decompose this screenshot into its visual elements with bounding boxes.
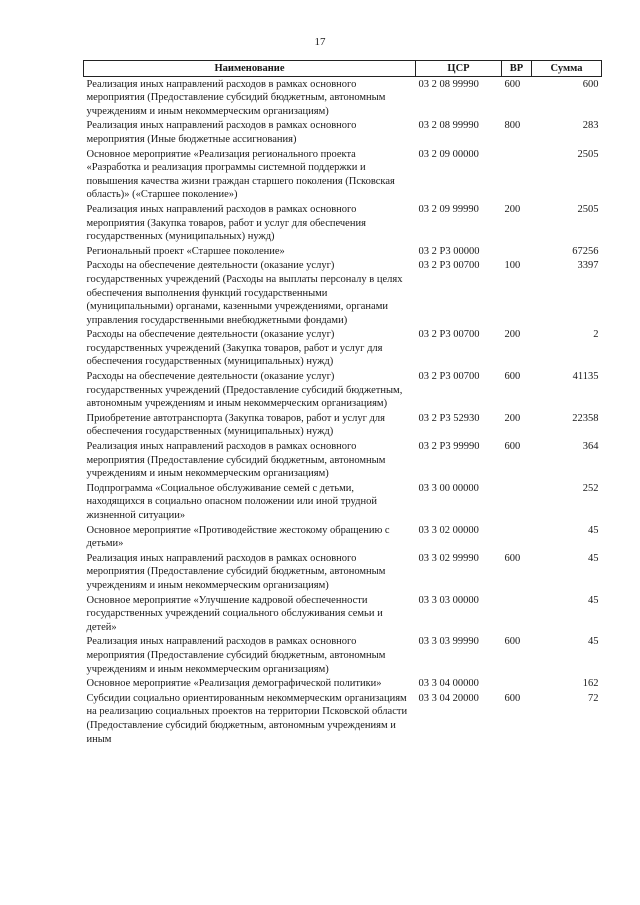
- cell-name: Основное мероприятие «Противодействие жестокому обращению с детьми»: [86, 524, 390, 550]
- table-row: [84, 481, 602, 523]
- cell-sum: 364: [582, 441, 599, 453]
- cell-name: Реализация иных направлений расходов в рамках основного мероприятия (Предоставление субсидий бюджетным, автономным учреждениям и иным некоммерческим организациям): [86, 552, 386, 591]
- cell-sum: 2: [593, 329, 599, 341]
- cell-name: Реализация иных направлений расходов в рамках основного мероприятия (Предоставление субсидий бюджетным, автономным учреждениям и иным некоммерческим организациям): [86, 636, 386, 675]
- table-row: [84, 258, 602, 327]
- cell-csr: 03 2 09 00000: [418, 148, 479, 160]
- cell-csr: 03 2 P3 00000: [418, 245, 480, 257]
- table-row: [84, 76, 602, 118]
- table-row: [84, 523, 602, 551]
- cell-name: Основное мероприятие «Реализация демографической политики»: [86, 678, 382, 690]
- budget-table: [83, 60, 602, 746]
- header-sum: Сумма: [532, 61, 602, 77]
- cell-name: Расходы на обеспечение деятельности (оказание услуг) государственных учреждений (Закупка товаров, работ и услуг для обеспечения государственных (муниципальных) нужд): [86, 329, 383, 368]
- cell-csr: 03 3 03 99990: [418, 636, 479, 648]
- cell-csr: 03 3 03 00000: [418, 594, 479, 606]
- cell-name: Реализация иных направлений расходов в рамках основного мероприятия (Закупка товаров, работ и услуг для обеспечения государственных (муниципальных) нужд): [86, 203, 366, 243]
- cell-csr: 03 3 02 99990: [418, 552, 479, 564]
- cell-csr: 03 2 P3 99990: [418, 441, 480, 453]
- cell-vr: 600: [504, 441, 521, 453]
- cell-name: Подпрограмма «Социальное обслуживание семей с детьми, находящихся в социально опасном положении или иной трудной жизненной ситуации»: [86, 482, 377, 521]
- cell-csr: 03 2 08 99990: [418, 78, 479, 90]
- cell-csr: 03 2 09 99990: [418, 203, 479, 215]
- table-row: [84, 676, 602, 691]
- cell-vr: 600: [504, 78, 521, 90]
- cell-sum: 22358: [572, 412, 599, 424]
- cell-sum: 45: [588, 552, 599, 564]
- cell-sum: 3397: [577, 260, 599, 272]
- cell-sum: 600: [582, 78, 599, 90]
- cell-sum: 2505: [577, 203, 599, 215]
- table-row: [84, 244, 602, 259]
- table-row: [84, 593, 602, 635]
- cell-sum: 252: [582, 482, 599, 494]
- cell-sum: 45: [588, 636, 599, 648]
- table-row: [84, 118, 602, 146]
- cell-vr: [502, 593, 532, 635]
- table-row: [84, 411, 602, 439]
- cell-vr: 600: [504, 692, 521, 704]
- table-row: [84, 369, 602, 411]
- cell-name: Реализация иных направлений расходов в рамках основного мероприятия (Предоставление субсидий бюджетным, автономным учреждениям и иным некоммерческим организациям): [86, 441, 386, 480]
- table-row: [84, 202, 602, 244]
- cell-csr: 03 2 P3 52930: [418, 412, 480, 424]
- cell-vr: [502, 147, 532, 202]
- table-row: [84, 634, 602, 676]
- table-row: [84, 439, 602, 481]
- cell-vr: [502, 481, 532, 523]
- cell-name: Реализация иных направлений расходов в рамках основного мероприятия (Иные бюджетные ассигнования): [86, 120, 357, 145]
- cell-sum: 283: [582, 120, 599, 132]
- table-row: [84, 551, 602, 593]
- table-row: [84, 691, 602, 746]
- cell-sum: 72: [588, 692, 599, 704]
- header-name: Наименование: [84, 61, 416, 77]
- cell-vr: 800: [504, 120, 521, 132]
- page-number: 17: [314, 36, 326, 48]
- cell-name: Региональный проект «Старшее поколение»: [86, 245, 285, 257]
- header-csr: ЦСР: [416, 61, 502, 77]
- cell-vr: 200: [504, 412, 521, 424]
- header-vr: ВР: [502, 61, 532, 77]
- cell-csr: 03 3 00 00000: [418, 482, 479, 494]
- cell-csr: 03 2 P3 00700: [418, 329, 480, 341]
- cell-sum: 45: [588, 594, 599, 606]
- cell-sum: 45: [588, 524, 599, 536]
- cell-vr: 600: [504, 636, 521, 648]
- cell-vr: [502, 244, 532, 259]
- table-row: [84, 147, 602, 202]
- cell-vr: 100: [504, 260, 521, 272]
- cell-sum: 2505: [577, 148, 599, 160]
- cell-vr: 600: [504, 371, 521, 383]
- cell-sum: 41135: [572, 371, 599, 383]
- cell-vr: 600: [504, 552, 521, 564]
- cell-vr: [502, 523, 532, 551]
- cell-sum: 67256: [572, 245, 599, 257]
- table-header-row: [84, 61, 602, 77]
- cell-vr: 200: [504, 329, 521, 341]
- cell-vr: [502, 676, 532, 691]
- table-row: [84, 327, 602, 369]
- cell-sum: 162: [582, 678, 599, 690]
- cell-csr: 03 3 02 00000: [418, 524, 479, 536]
- cell-name: Расходы на обеспечение деятельности (оказание услуг) государственных учреждений (Расходы на выплаты персоналу в целях обеспечения выполнения функций государственными (муниципальными) органами, казенными учреждениями, органами управления государственными внебюджетными фондами): [86, 260, 403, 326]
- cell-csr: 03 2 P3 00700: [418, 371, 480, 383]
- cell-csr: 03 2 08 99990: [418, 120, 479, 132]
- cell-name: Основное мероприятие «Улучшение кадровой обеспеченности государственных учреждений социального обслуживания семьи и детей»: [86, 594, 383, 633]
- cell-csr: 03 2 P3 00700: [418, 260, 480, 272]
- cell-name: Реализация иных направлений расходов в рамках основного мероприятия (Предоставление субсидий бюджетным, автономным учреждениям и иным некоммерческим организациям): [86, 78, 386, 117]
- cell-name: Субсидии социально ориентированным некоммерческим организациям на реализацию социальных проектов на территории Псковской области (Предоставление субсидий бюджетным, автономным учреждениям и иным: [86, 692, 408, 745]
- cell-csr: 03 3 04 20000: [418, 692, 479, 704]
- cell-name: Приобретение автотранспорта (Закупка товаров, работ и услуг для обеспечения государственных (муниципальных) нужд): [86, 412, 385, 438]
- cell-name: Расходы на обеспечение деятельности (оказание услуг) государственных учреждений (Предоставление субсидий бюджетным, автономным учреждениям и иным некоммерческим организациям): [86, 371, 403, 410]
- cell-vr: 200: [504, 203, 521, 215]
- cell-csr: 03 3 04 00000: [418, 678, 479, 690]
- cell-name: Основное мероприятие «Реализация регионального проекта «Разработка и реализация программы системной поддержки и повышения качества жизни граждан старшего поколения (Псковская область)» («Старшее поколение»): [86, 148, 395, 201]
